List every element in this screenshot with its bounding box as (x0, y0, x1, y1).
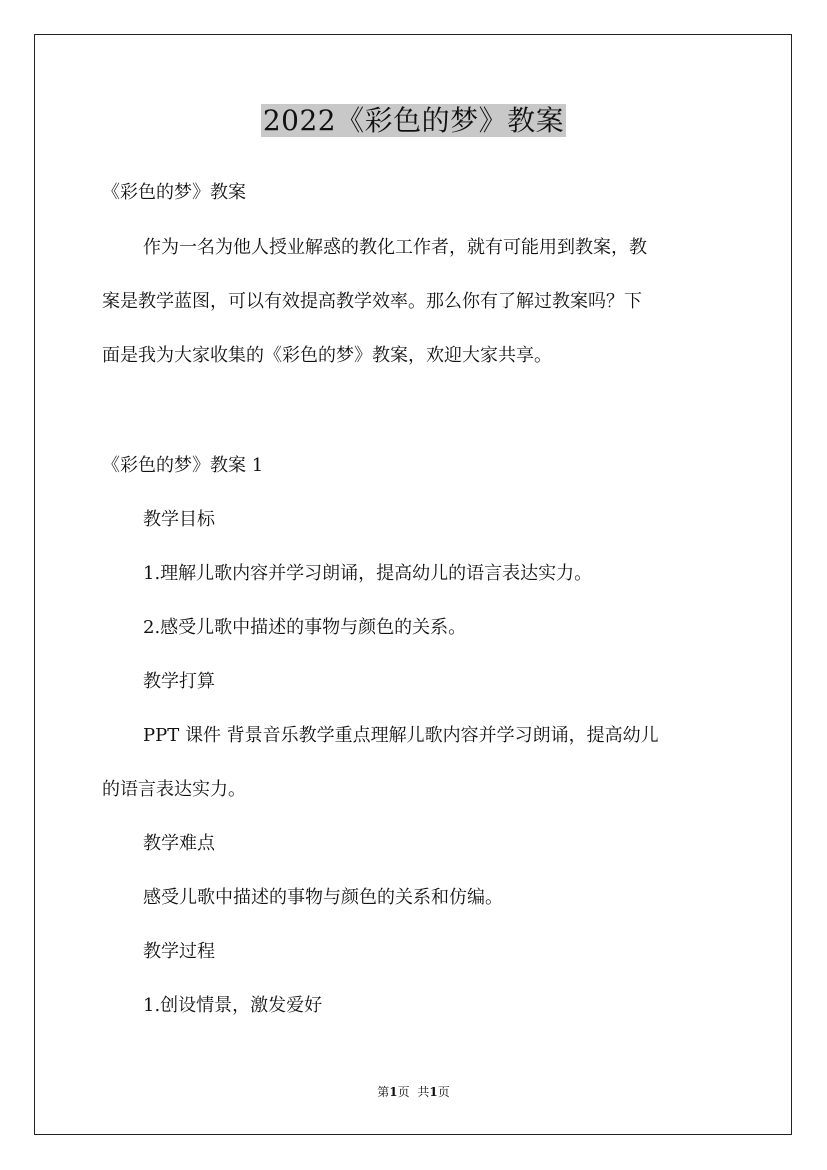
footer-page-suffix: 页 (397, 1085, 410, 1099)
process-heading: 教学过程 (143, 941, 215, 962)
prep-line-1: PPT 课件 背景音乐教学重点理解儿歌内容并学习朗诵，提高幼儿 (143, 725, 659, 746)
goals-heading: 教学目标 (143, 509, 215, 530)
subtitle: 《彩色的梦》教案 (102, 182, 246, 203)
goal-2: 2.感受儿歌中描述的事物与颜色的关系。 (143, 617, 467, 638)
intro-line-1: 作为一名为他人授业解惑的教化工作者，就有可能用到教案，教 (143, 237, 647, 258)
page-footer (0, 1083, 827, 1101)
footer-total-suffix: 页 (437, 1085, 450, 1099)
footer-page-prefix: 第 (377, 1085, 390, 1099)
footer-page-num: 1 (389, 1085, 398, 1099)
intro-line-2: 案是教学蓝图，可以有效提高教学效率。那么你有了解过教案吗？下 (102, 291, 642, 312)
step-1: 1.创设情景，激发爱好 (143, 995, 323, 1016)
difficulty-heading: 教学难点 (143, 833, 215, 854)
section1-heading: 《彩色的梦》教案 1 (102, 455, 264, 476)
prep-heading: 教学打算 (143, 671, 215, 692)
document-title-wrap (0, 101, 827, 141)
footer-total-num: 1 (429, 1085, 438, 1099)
intro-line-3: 面是我为大家收集的《彩色的梦》教案，欢迎大家共享。 (102, 345, 552, 366)
document-title: 2022《彩色的梦》教案 (262, 104, 565, 137)
difficulty-text: 感受儿歌中描述的事物与颜色的关系和仿编。 (143, 887, 503, 908)
footer-total-prefix: 共 (417, 1085, 430, 1099)
goal-1: 1.理解儿歌内容并学习朗诵，提高幼儿的语言表达实力。 (143, 563, 593, 584)
prep-line-2: 的语言表达实力。 (102, 779, 246, 800)
